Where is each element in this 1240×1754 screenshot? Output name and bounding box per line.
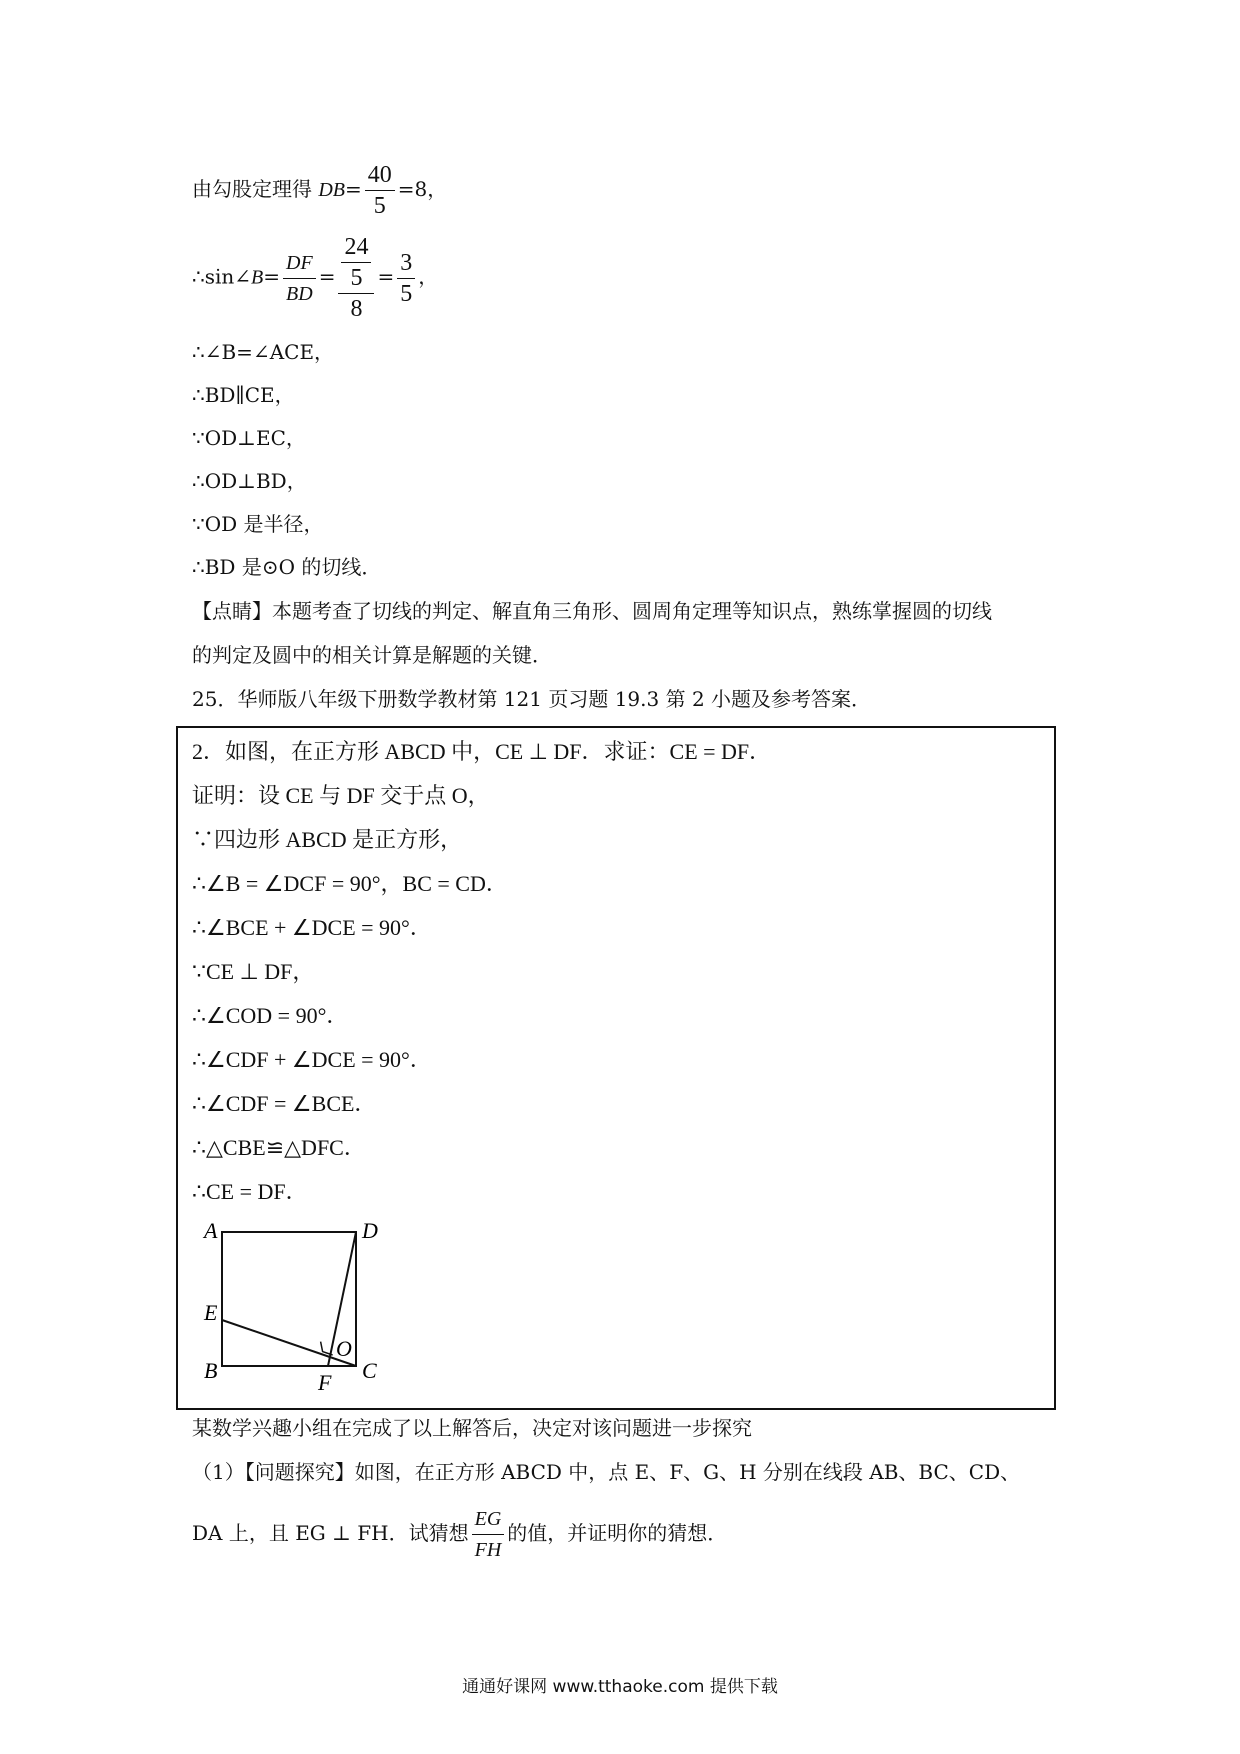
box-line: ∴∠CDF + ∠DCE = 90°． (192, 1047, 432, 1072)
num: 24 (344, 234, 369, 260)
solution-line: ∴OD⊥BD， (192, 469, 307, 493)
comment-line: 【点睛】本题考查了切线的判定、解直角三角形、圆周角定理等知识点，熟练掌握圆的切线 (192, 599, 992, 623)
solution-line: ∵OD⊥EC， (192, 426, 306, 450)
box-line: ∴△CBE≌△DFC． (192, 1135, 366, 1160)
part1-line1: （1）【问题探究】如图，在正方形 ABCD 中，点 E、F、G、H 分别在线段 AB、BC、CD、 (192, 1460, 1021, 1484)
solution-line: ∴BD∥CE， (192, 383, 295, 407)
box-line: ∵CE ⊥ DF， (192, 959, 315, 984)
label-d: D (362, 1218, 378, 1243)
comment-line: 的判定及圆中的相关计算是解题的关键． (192, 643, 552, 667)
pythagoras-line (192, 160, 447, 221)
eq: = (345, 177, 362, 201)
label-b: B (204, 1358, 218, 1383)
solution-line: ∴∠B=∠ACE， (192, 340, 335, 364)
label-f: F (318, 1370, 332, 1394)
text: 的值，并证明你的猜想． (507, 1521, 728, 1545)
part1-line2 (192, 1504, 727, 1565)
solution-line: ∵OD 是半径， (192, 512, 324, 536)
num (338, 232, 374, 293)
sin-line (192, 232, 438, 324)
num: 40 (367, 162, 392, 188)
fraction-3-5 (397, 248, 415, 309)
fraction-40-5 (365, 160, 395, 221)
text: ， (418, 264, 439, 289)
text: DA 上，且 EG ⊥ FH．试猜想 (192, 1521, 469, 1545)
label-a: A (204, 1218, 218, 1243)
label-o: O (336, 1336, 352, 1361)
box-line: ∴∠COD = 90°． (192, 1003, 349, 1028)
box-line: ∴∠CDF = ∠BCE． (192, 1091, 377, 1116)
den: FH (472, 1534, 505, 1565)
den: 5 (341, 262, 371, 293)
solution-line: ∴BD 是⊙O 的切线． (192, 555, 382, 579)
den: 8 (338, 293, 374, 324)
eq: = (263, 264, 281, 289)
label-e: E (204, 1300, 218, 1325)
fraction-eg-fh (472, 1504, 505, 1565)
fraction-df-bd (283, 248, 316, 309)
eq: = (377, 264, 395, 289)
box-line: ∴∠B = ∠DCF = 90°，BC = CD． (192, 871, 508, 896)
num: DF (286, 251, 313, 274)
footer: 通通好课网 www.tthaoke.com 提供下载 (462, 1677, 778, 1697)
den: BD (283, 278, 316, 309)
square-figure (188, 1214, 388, 1394)
num: EG (474, 1508, 502, 1530)
box-line: 证明：设 CE 与 DF 交于点 O， (192, 783, 490, 808)
inner-fraction (341, 232, 371, 293)
box-line: ∴CE = DF． (192, 1179, 308, 1204)
eq: = (318, 264, 336, 289)
label-c: C (362, 1358, 377, 1383)
textbook-exercise-box (176, 726, 1056, 1410)
fraction-complex (338, 232, 374, 324)
box-line: 2．如图，在正方形 ABCD 中，CE ⊥ DF．求证：CE = DF． (192, 739, 772, 764)
question-25-title: 25．华师版八年级下册数学教材第 121 页习题 19.3 第 2 小题及参考答案． (192, 687, 872, 711)
text: 由勾股定理得 (192, 177, 319, 201)
num: 3 (400, 249, 413, 276)
var-b: B (251, 266, 264, 289)
box-line: ∵四边形 ABCD 是正方形， (192, 827, 463, 852)
var-db: DB (318, 179, 346, 201)
text: =8， (397, 177, 448, 201)
text: ∴sin∠ (192, 264, 252, 289)
den: 5 (397, 278, 415, 309)
box-line: ∴∠BCE + ∠DCE = 90°． (192, 915, 432, 940)
after-box-text: 某数学兴趣小组在完成了以上解答后，决定对该问题进一步探究 (192, 1416, 752, 1440)
den: 5 (365, 190, 395, 221)
